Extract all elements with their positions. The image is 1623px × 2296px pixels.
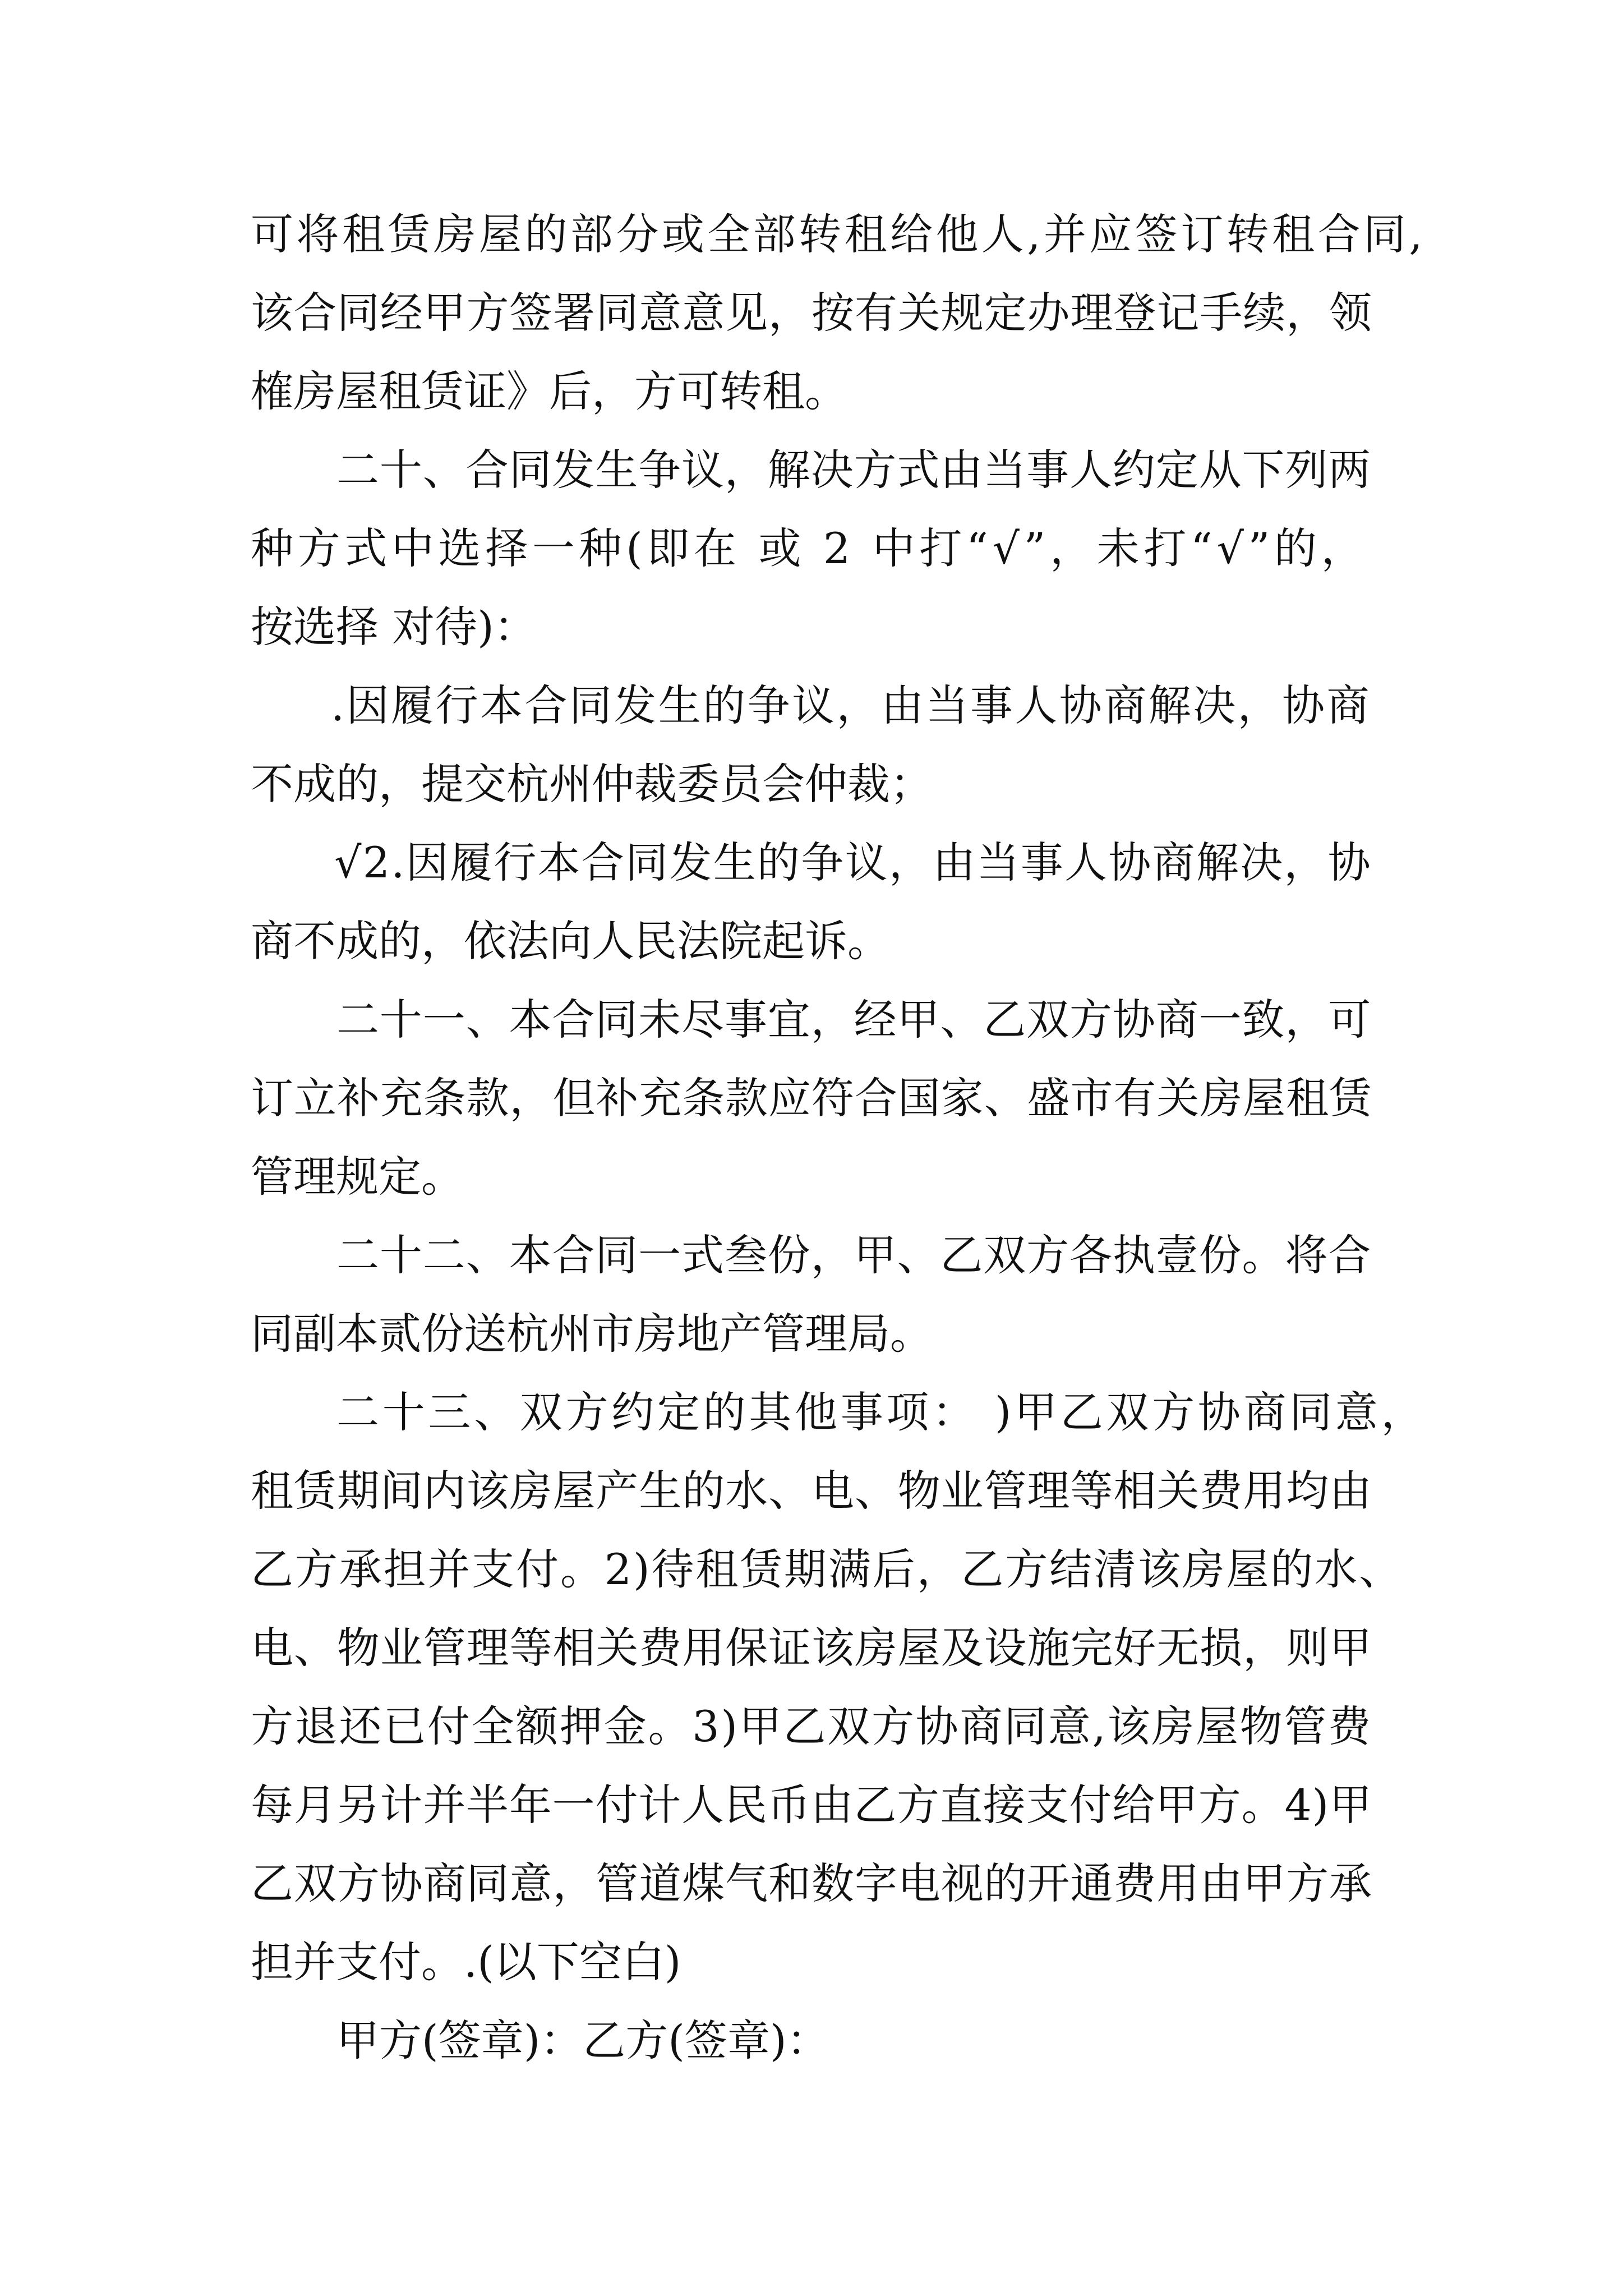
text-line: .因履行本合同发生的争议，由当事人协商解决，协商 [331,680,1371,730]
text-line: 乙方承担并支付。2)待租赁期满后，乙方结清该房屋的水、 [251,1544,1403,1594]
text-line: 二十一、本合同未尽事宜，经甲、乙双方协商一致，可 [336,995,1372,1045]
text-line: 同副本贰份送杭州市房地产管理局。 [251,1309,933,1359]
text-line: 每月另计并半年一付计人民币由乙方直接支付给甲方。4)甲 [251,1780,1372,1830]
text-line: 电、物业管理等相关费用保证该房屋及设施完好无损，则甲 [251,1623,1372,1673]
text-line: 乙双方协商同意，管道煤气和数字电视的开通费用由甲方承 [251,1858,1372,1908]
text-line: 甲方(签章)：乙方(签章)： [336,2016,829,2065]
text-line: 二十三、双方约定的其他事项： )甲乙双方协商同意， [336,1387,1427,1437]
text-line: 种方式中选择一种(即在 或 2 中打“√”，未打“√”的， [251,523,1368,573]
text-line: 该合同经甲方签署同意意见，按有关规定办理登记手续，领 [251,288,1372,338]
text-line: 二十二、本合同一式叁份，甲、乙双方各执壹份。将合 [336,1230,1372,1280]
text-line: 方退还已付全额押金。3)甲乙双方协商同意,该房屋物管费 [251,1701,1372,1751]
text-line: 二十、合同发生争议，解决方式由当事人约定从下列两 [336,445,1372,495]
text-line: √2.因履行本合同发生的争议，由当事人协商解决，协 [334,838,1372,887]
text-line: 榷房屋租赁证》后，方可转租。 [251,366,847,416]
text-line: 商不成的，依法向人民法院起诉。 [251,916,890,966]
text-line: 可将租赁房屋的部分或全部转租给他人,并应签订转租合同, [251,209,1426,259]
text-line: 订立补充条款，但补充条款应符合国家、盛市有关房屋租赁 [251,1073,1372,1123]
text-line: 租赁期间内该房屋产生的水、电、物业管理等相关费用均由 [251,1466,1372,1516]
text-line: 管理规定。 [251,1152,464,1202]
text-line: 按选择 对待)： [251,602,537,652]
text-line: 不成的，提交杭州仲裁委员会仲裁； [251,759,933,809]
text-line: 担并支付。.(以下空白) [251,1937,681,1987]
